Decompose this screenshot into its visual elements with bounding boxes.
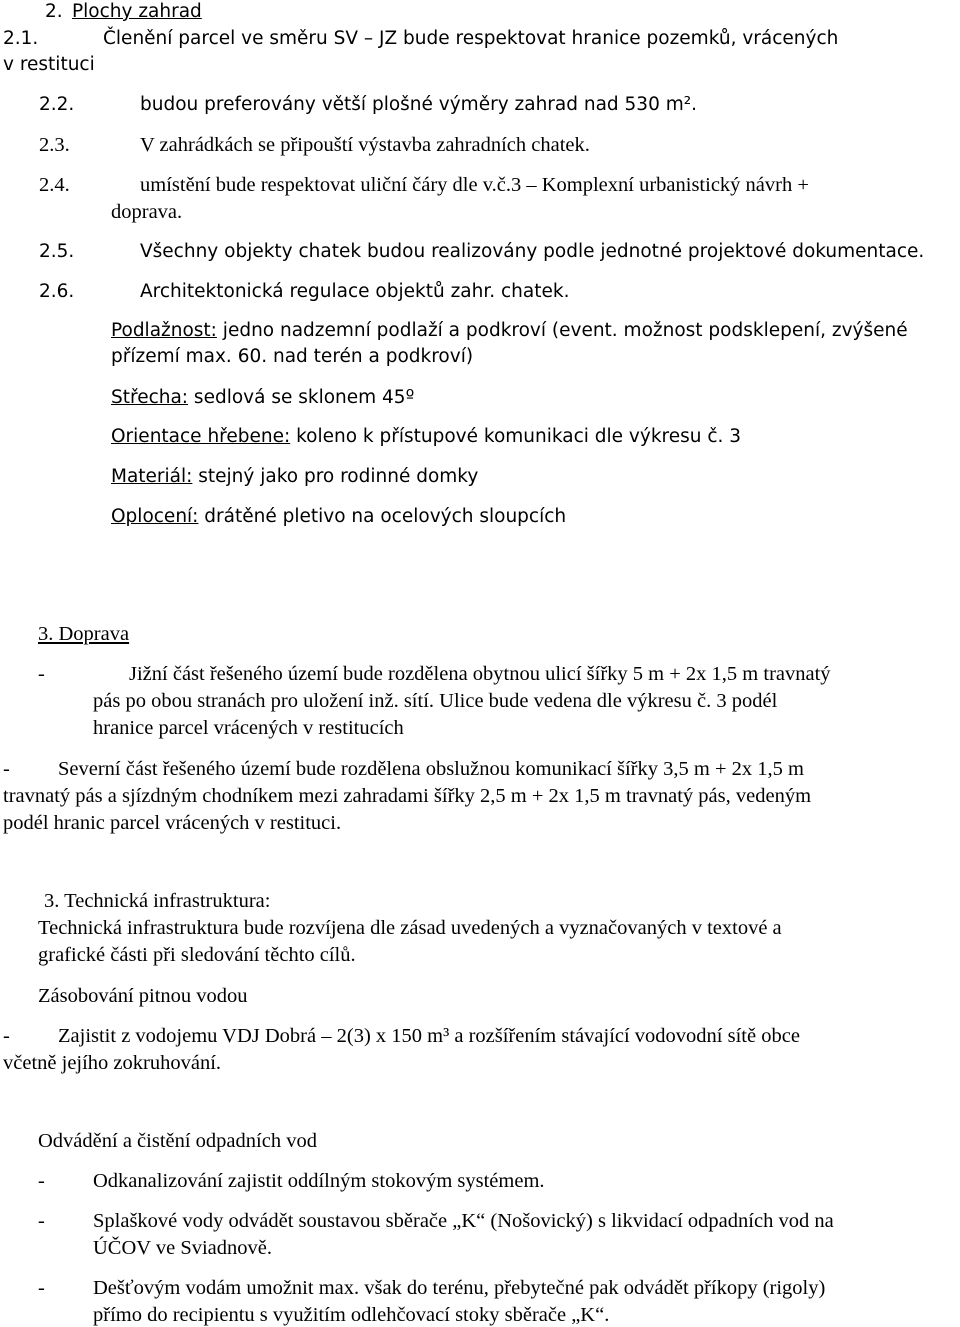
water-supply-heading: Zásobování pitnou vodou bbox=[38, 985, 248, 1007]
podlaznost-text: jedno nadzemní podlaží a podkroví (event. možnost podsklepení, zvýšené bbox=[216, 320, 908, 341]
item-2-1-number: 2.1. bbox=[3, 28, 39, 49]
waste-bullet-1-dash: - bbox=[38, 1170, 45, 1192]
item-2-3-number: 2.3. bbox=[39, 134, 70, 156]
section-4-title: 3. Technická infrastruktura: bbox=[44, 890, 271, 912]
item-2-6-number: 2.6. bbox=[39, 281, 75, 302]
waste-bullet-3-line-2: přímo do recipientu s využitím odlehčovací stoky sběrače „K“. bbox=[93, 1304, 610, 1326]
item-2-4-line-1: umístění bude respektovat uliční čáry dle v.č.3 – Komplexní urbanistický návrh + bbox=[140, 174, 809, 196]
item-2-2-number: 2.2. bbox=[39, 94, 75, 115]
orientace-label: Orientace hřebene: bbox=[111, 426, 291, 447]
doprava-bullet-1-dash: - bbox=[38, 663, 45, 685]
doprava-bullet-1-line-2: pás po obou stranách pro uložení inž. sítí. Ulice bude vedena dle výkresu č. 3 podél bbox=[93, 690, 778, 712]
water-line-2: včetně jejího zokruhování. bbox=[3, 1052, 222, 1074]
strecha-text: sedlová se sklonem 45º bbox=[188, 387, 415, 408]
oploceni-line bbox=[111, 505, 566, 529]
strecha-line bbox=[111, 386, 414, 410]
item-2-2-text: budou preferovány větší plošné výměry zahrad nad 530 m². bbox=[140, 94, 698, 115]
orientace-text: koleno k přístupové komunikaci dle výkresu č. 3 bbox=[290, 426, 742, 447]
item-2-3-text: V zahrádkách se připouští výstavba zahradních chatek. bbox=[140, 134, 590, 156]
doprava-bullet-2-dash: - bbox=[3, 758, 10, 780]
material-line bbox=[111, 465, 478, 489]
doprava-bullet-1-line-1: Jižní část řešeného území bude rozdělena obytnou ulicí šířky 5 m + 2x 1,5 m travnatý bbox=[129, 663, 831, 685]
infra-intro-line-2: grafické části při sledování těchto cílů. bbox=[38, 944, 356, 966]
item-2-5-number: 2.5. bbox=[39, 241, 75, 262]
item-2-6-text: Architektonická regulace objektů zahr. chatek. bbox=[140, 281, 570, 302]
item-2-4-number: 2.4. bbox=[39, 174, 70, 196]
doprava-bullet-1-line-3: hranice parcel vrácených v restitucích bbox=[93, 717, 404, 739]
doprava-bullet-2-line-2: travnatý pás a sjízdným chodníkem mezi zahradami šířky 2,5 m + 2x 1,5 m travnatý pás, vedeným bbox=[3, 785, 812, 807]
material-label: Materiál: bbox=[111, 466, 193, 487]
oploceni-label: Oplocení: bbox=[111, 506, 199, 527]
water-line-1: Zajistit z vodojemu VDJ Dobrá – 2(3) x 150 m³ a rozšířením stávající vodovodní sítě obce bbox=[58, 1025, 800, 1047]
waste-bullet-2-line-1: Splaškové vody odvádět soustavou sběrače „K“ (Nošovický) s likvidací odpadních vod na bbox=[93, 1210, 834, 1232]
section-2-title: Plochy zahrad bbox=[72, 1, 202, 22]
waste-bullet-2-line-2: ÚČOV ve Sviadnově. bbox=[93, 1237, 272, 1259]
item-2-4-line-2: doprava. bbox=[111, 201, 183, 223]
material-text: stejný jako pro rodinné domky bbox=[192, 466, 479, 487]
waste-bullet-2-dash: - bbox=[38, 1210, 45, 1232]
water-dash: - bbox=[3, 1025, 10, 1047]
podlaznost-label: Podlažnost: bbox=[111, 320, 217, 341]
podlaznost-line-2: přízemí max. 60. nad terén a podkroví) bbox=[111, 346, 474, 367]
item-2-1-line-1: Členění parcel ve směru SV – JZ bude respektovat hranice pozemků, vrácených bbox=[103, 28, 839, 49]
section-3-title: 3. Doprava bbox=[38, 623, 130, 645]
section-2-number: 2. bbox=[45, 1, 63, 22]
item-2-1-line-2: v restituci bbox=[3, 54, 95, 75]
waste-bullet-1-text: Odkanalizování zajistit oddílným stokovým systémem. bbox=[93, 1170, 545, 1192]
item-2-5-text: Všechny objekty chatek budou realizovány podle jednotné projektové dokumentace. bbox=[140, 241, 925, 262]
orientace-line bbox=[111, 425, 741, 449]
doprava-bullet-2-line-3: podél hranic parcel vrácených v restituci. bbox=[3, 812, 342, 834]
waste-bullet-3-line-1: Dešťovým vodám umožnit max. však do terénu, přebytečné pak odvádět příkopy (rigoly) bbox=[93, 1277, 826, 1299]
oploceni-text: drátěné pletivo na ocelových sloupcích bbox=[198, 506, 567, 527]
doprava-bullet-2-line-1: Severní část řešeného území bude rozdělena obslužnou komunikací šířky 3,5 m + 2x 1,5 m bbox=[58, 758, 804, 780]
infra-intro-line-1: Technická infrastruktura bude rozvíjena dle zásad uvedených a vyznačovaných v textové a bbox=[38, 917, 782, 939]
podlaznost-line-1 bbox=[111, 319, 908, 343]
wastewater-heading: Odvádění a čistění odpadních vod bbox=[38, 1130, 317, 1152]
waste-bullet-3-dash: - bbox=[38, 1277, 45, 1299]
strecha-label: Střecha: bbox=[111, 387, 189, 408]
